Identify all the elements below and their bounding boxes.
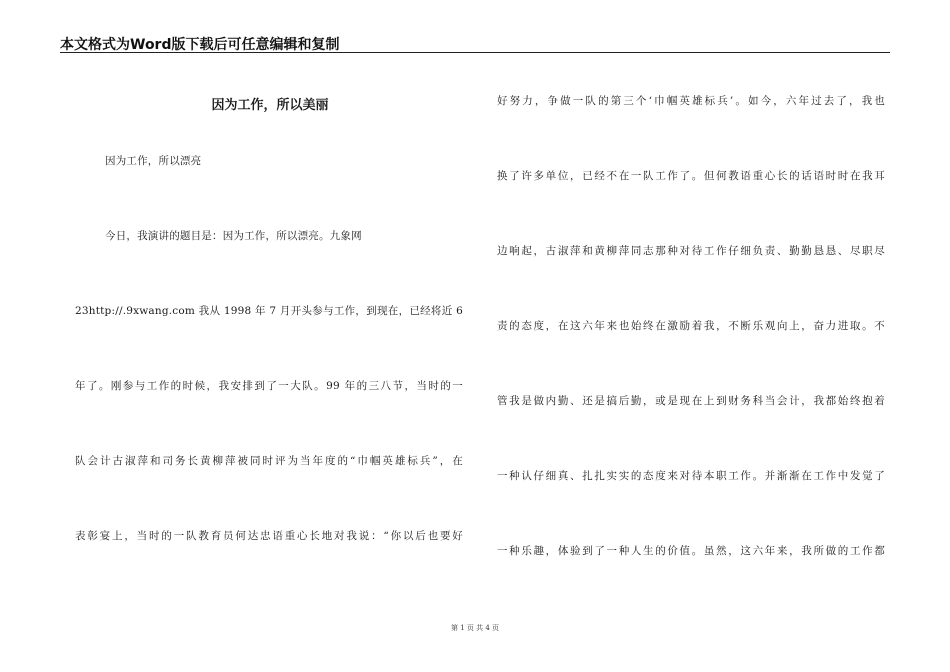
page-number: 第 1 页 共 4 页 [450, 624, 500, 632]
paragraph-line: 换了许多单位，已经不在一队工作了。但何教语重心长的话语时时在我耳 [497, 170, 885, 182]
paragraph-line: 23http://.9xwang.com 我从 1998 年 7 月开头参与工作，到现在，已经将近 6 [75, 305, 463, 317]
paragraph-line: 责的态度，在这六年来也始终在激励着我，不断乐观向上，奋力进取。不 [497, 320, 885, 332]
paragraph-line: 管我是做内勤、还是搞后勤，或是现在上到财务科当会计，我都始终抱着 [497, 395, 885, 407]
paragraph-line: 好努力，争做一队的第三个‘巾帼英雄标兵’。如今，六年过去了，我也 [497, 95, 885, 107]
document-title: 因为工作，所以美丽 [211, 98, 329, 113]
paragraph-line: 边响起，古淑萍和黄柳萍同志那种对待工作仔细负责、勤勤恳恳、尽职尽 [497, 245, 885, 257]
subtitle-line: 因为工作，所以漂亮 [105, 155, 202, 167]
paragraph-line: 今日，我演讲的题目是：因为工作，所以漂亮。九象网 [105, 230, 362, 242]
paragraph-line: 一种认仔细真、扎扎实实的态度来对待本职工作。并渐渐在工作中发觉了 [497, 470, 885, 482]
document-header: 本文格式为Word版下载后可任意编辑和复制 [60, 37, 340, 53]
paragraph-line: 表彰宴上，当时的一队教育员何达忠语重心长地对我说：“你以后也要好 [75, 530, 463, 542]
paragraph-line: 队会计古淑萍和司务长黄柳萍被同时评为当年度的“巾帼英雄标兵”，在 [75, 455, 463, 467]
paragraph-line: 一种乐趣，体验到了一种人生的价值。虽然，这六年来，我所做的工作都 [497, 545, 885, 557]
paragraph-line: 年了。刚参与工作的时候，我安排到了一大队。99 年的三八节，当时的一 [75, 380, 463, 392]
header-divider [60, 52, 890, 53]
